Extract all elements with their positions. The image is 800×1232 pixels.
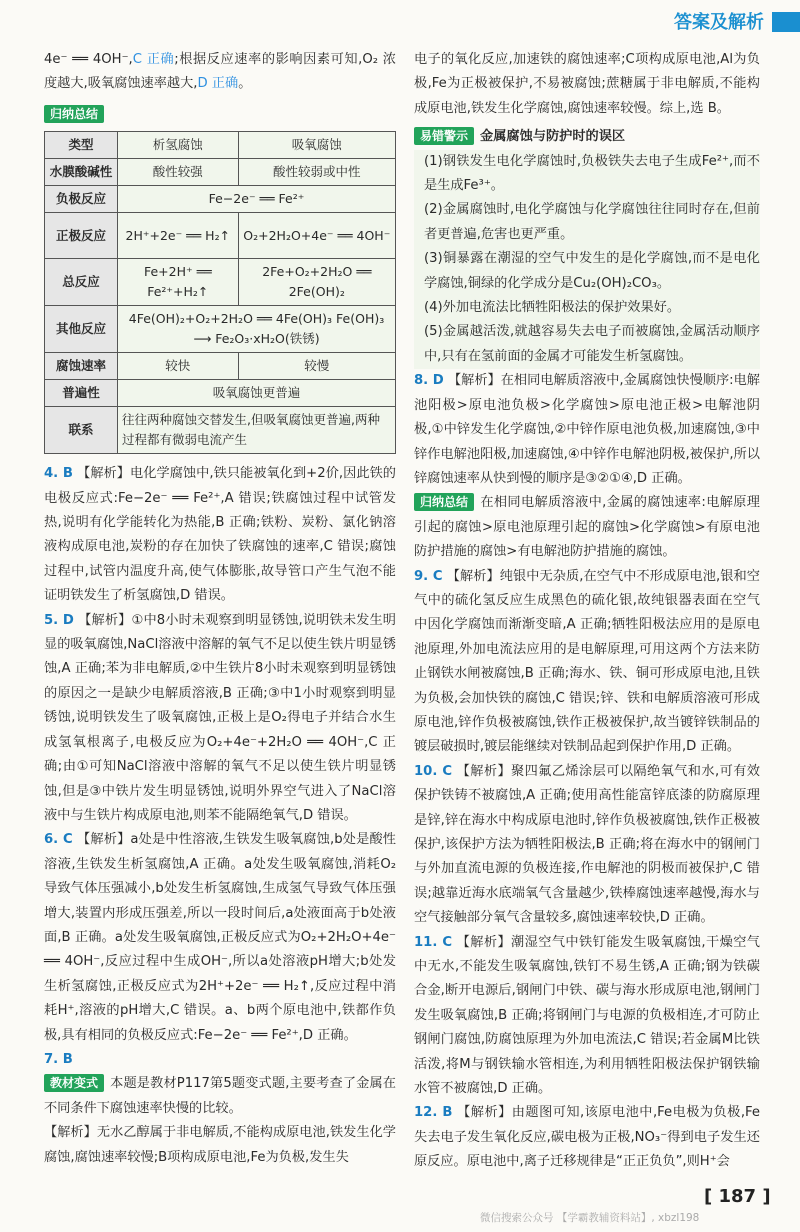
table-cell: 2Fe+O₂+2H₂O ══ 2Fe(OH)₂ (238, 259, 395, 306)
answer-11: 11. C 【解析】潮湿空气中铁钉能发生吸氧腐蚀,干燥空气中无水,不能发生吸氧腐蚀,铁钉不易生锈,A 正确;钢为铁碳合金,断开电源后,钢闸门中铁、碳与海水形成原电池,钢闸门发生吸氧腐蚀,B 正确;将钢闸门与电源的负极相连,才可防止钢闸门腐蚀,防腐蚀原理为外加电流法,C 错误;若金属M比铁活泼,将M与钢铁输水管相连,为利用牺牲阳极法保护钢铁输水管不被腐蚀,D 正确。 (414, 934, 760, 1097)
table-cell: 较快 (118, 353, 239, 380)
table-cell: 吸氧腐蚀更普遍 (118, 380, 396, 407)
summary-2: 归纳总结 在相同电解质溶液中,金属的腐蚀速率:电解原理引起的腐蚀>原电池原理引起的腐蚀>化学腐蚀>有原电池防护措施的腐蚀>有电解池防护措施的腐蚀。 (414, 495, 760, 560)
tip-tag: 易错警示 (414, 127, 474, 145)
table-cell: 酸性较弱或中性 (238, 159, 395, 186)
answer-7: 【解析】无水乙醇属于非电解质,不能构成原电池,铁发生化学腐蚀,腐蚀速率较慢;B项构成原电池,Fe为负极,发生失 (44, 1125, 396, 1165)
page-number: [ 187 ] (704, 1186, 771, 1207)
table-row-label: 正极反应 (45, 213, 118, 259)
table-cell: Fe−2e⁻ ══ Fe²⁺ (118, 186, 396, 213)
table-header-cell: 类型 (45, 132, 118, 159)
summary-tag: 归纳总结 (44, 105, 104, 123)
footer-watermark: 微信搜索公众号 【学霸教辅资料站】, xbzl198 (480, 1212, 700, 1224)
header-title: 答案及解析 (674, 12, 764, 33)
corrosion-table (44, 131, 396, 454)
table-row-label: 其他反应 (45, 306, 118, 353)
table-cell: 4Fe(OH)₂+O₂+2H₂O ══ 4Fe(OH)₃ Fe(OH)₃ ⟶ Fe₂O₃·xH₂O(铁锈) (118, 306, 396, 353)
right-column (414, 48, 760, 1175)
answer-5: 5. D 【解析】①中8小时未观察到明显锈蚀,说明铁未发生明显的吸氧腐蚀,NaCl溶液中溶解的氧气不足以使生铁片明显锈蚀,A 正确;苯为非电解质,②中生铁片8小时未观察到明显锈蚀的原因之一是缺少电解质溶液,B 正确;③中1小时观察到明显锈蚀,说明铁发生了吸氧腐蚀,正极上是O₂得电子并结合水生成氢氧根离子,电极反应为O₂+4e⁻+2H₂O ══ 4OH⁻,C 正确;由①可知NaCl溶液中溶解的氧气不足以使生铁片明显锈蚀,但是③中铁片发生明显锈蚀,说明外界空气进入了NaCl溶液中与生铁片构成原电池,则苯不能隔绝氧气,D 错误。 (44, 612, 396, 823)
header-bar (648, 0, 800, 44)
table-cell: 较慢 (238, 353, 395, 380)
tip-title: 金属腐蚀与防护时的误区 (480, 129, 626, 145)
table-row-label: 负极反应 (45, 186, 118, 213)
answer-4: 4. B 【解析】电化学腐蚀中,铁只能被氧化到+2价,因此铁的电极反应式:Fe−2e⁻ ══ Fe²⁺,A 错误;铁腐蚀过程中试管发热,说明有化学能转化为热能,B 正确;铁粉、炭粉、氯化钠溶液构成原电池,炭粉的存在加快了铁腐蚀的速率,C 错误;腐蚀过程中,试管内温度升高,使气体膨胀,故导管口产生气泡不能证明铁发生了析氢腐蚀,D 错误。 (44, 466, 396, 604)
tip-item: (5)金属越活泼,就越容易失去电子而被腐蚀,金属活动顺序中,只有在氢前面的金属才可能发生析氢腐蚀。 (424, 324, 760, 364)
table-cell: Fe+2H⁺ ══ Fe²⁺+H₂↑ (118, 259, 239, 306)
table-row-label: 腐蚀速率 (45, 353, 118, 380)
table-cell: 往往两种腐蚀交替发生,但吸氧腐蚀更普遍,两种过程都有微弱电流产生 (118, 407, 396, 454)
table-header-cell: 析氢腐蚀 (118, 132, 239, 159)
answer-9: 9. C 【解析】纯银中无杂质,在空气中不形成原电池,银和空气中的硫化氢反应生成黑色的硫化银,故纯银器表面在空气中因化学腐蚀而渐渐变暗,A 正确;牺牲阳极法应用的是原电池原理,外加电流法应用的是电解原理,可用这两个方法来防止钢铁水闸被腐蚀,B 正确;海水、铁、铜可形成原电池,且铁为负极,会加快铁的腐蚀,C 错误;锌、铁和电解质溶液可形成原电池,锌作负极被腐蚀,铁作正极被保护,故当镀锌铁制品的镀层破损时,镀层能继续对铁制品起到保护作用,D 正确。 (414, 568, 760, 755)
answer-12: 12. B 【解析】由题图可知,该原电池中,Fe电极为负极,Fe失去电子发生氧化反应,碳电极为正极,NO₃⁻得到电子发生还原反应。原电池中,离子迁移规律是“正正负负”,则H⁺会 (414, 1105, 761, 1170)
table-cell: 酸性较强 (118, 159, 239, 186)
left-column (44, 48, 396, 1170)
tip-box (414, 150, 760, 370)
table-cell: O₂+2H₂O+4e⁻ ══ 4OH⁻ (238, 213, 395, 259)
table-row-label: 普遍性 (45, 380, 118, 407)
answer-7-number: 7. B (44, 1051, 73, 1067)
table-row-label: 水膜酸碱性 (45, 159, 118, 186)
tip-item: (4)外加电流法比牺牲阳极法的保护效果好。 (424, 300, 681, 316)
header-flag (772, 12, 800, 32)
tip-item: (2)金属腐蚀时,电化学腐蚀与化学腐蚀往往同时存在,但前者更普遍,危害也更严重。 (424, 202, 760, 242)
table-row-label: 总反应 (45, 259, 118, 306)
table-cell: 2H⁺+2e⁻ ══ H₂↑ (118, 213, 239, 259)
answer-8: 8. D 【解析】在相同电解质溶液中,金属腐蚀快慢顺序:电解池阳极>原电池负极>化学腐蚀>原电池正极>电解池阴极,①中锌发生化学腐蚀,②中锌作原电池负极,加速腐蚀,③中锌作电解池阳极,加速腐蚀,④中锌作电解池阴极,被保护,所以锌腐蚀速率从快到慢的顺序是③②①④,D 正确。 (414, 373, 760, 486)
answer-7-continued: 电子的氧化反应,加速铁的腐蚀速率;C项构成原电池,Al为负极,Fe为正极被保护,不易被腐蚀;蔗糖属于非电解质,不能构成原电池,铁发生化学腐蚀,腐蚀速率较慢。综上,选 B。 (414, 52, 760, 116)
answer-7-intro: 教材变式 本题是教材P117第5题变式题,主要考查了金属在不同条件下腐蚀速率快慢的比较。 (44, 1076, 396, 1116)
answer-6: 6. C 【解析】a处是中性溶液,生铁发生吸氧腐蚀,b处是酸性溶液,生铁发生析氢腐蚀,A 正确。a处发生吸氧腐蚀,消耗O₂导致气体压强减小,b处发生析氢腐蚀,生成氢气导致气体压强增大,装置内形成压强差,所以一段时间后,a处液面高于b处液面,B 正确。a处发生吸氧腐蚀,正极反应式为O₂+2H₂O+4e⁻ ══ 4OH⁻,反应过程中生成OH⁻,所以a处溶液pH增大;b处发生析氢腐蚀,正极反应式为2H⁺+2e⁻ ══ H₂↑,反应过程中消耗H⁺,溶液的pH增大,C 错误。a、b两个原电池中,铁都作负极,具有相同的负极反应式:Fe−2e⁻ ══ Fe²⁺,D 正确。 (44, 832, 396, 1043)
tip-item: (1)钢铁发生电化学腐蚀时,负极铁失去电子生成Fe²⁺,而不是生成Fe³⁺。 (424, 153, 760, 194)
answer-10: 10. C 【解析】聚四氟乙烯涂层可以隔绝氧气和水,可有效保护铁铸不被腐蚀,A 正确;使用高性能富锌底漆的防腐原理是锌,锌在海水中构成原电池时,锌作负极被腐蚀,铁作正极被保护,该保护方法为牺牲阳极法,B 正确;将在海水中的钢闸门与外加直流电源的负极连接,作电解池的阴极而被保护,C 错误;越靠近海水底端氧气含量越少,铁棒腐蚀速率越慢,海水与空气接触部分氧气含量较多,腐蚀速率较快,D 正确。 (414, 763, 760, 926)
table-row-label: 联系 (45, 407, 118, 454)
tip-item: (3)铜暴露在潮湿的空气中发生的是化学腐蚀,而不是电化学腐蚀,铜绿的化学成分是Cu₂(OH)₂CO₃。 (424, 251, 760, 291)
table-header-cell: 吸氧腐蚀 (238, 132, 395, 159)
intro-paragraph: 4e⁻ ══ 4OH⁻,C 正确;根据反应速率的影响因素可知,O₂ 浓度越大,吸氧腐蚀速率越大,D 正确。 (44, 52, 396, 92)
